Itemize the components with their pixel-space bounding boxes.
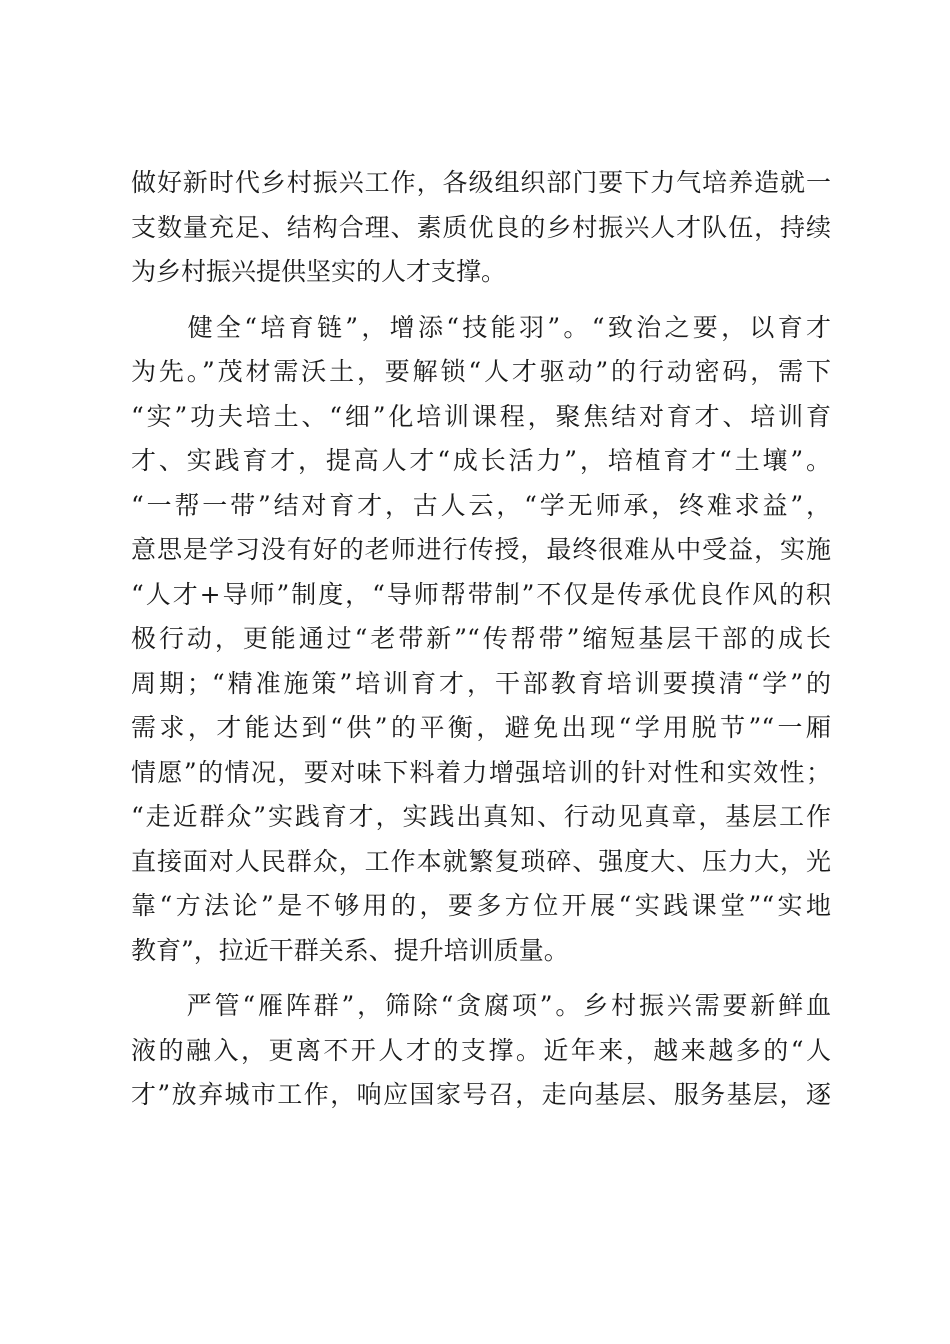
text-line: “人才+导师”制度，“导师帮带制”不仅是传承优良作风的积 <box>131 579 831 609</box>
text-line: 情愿”的情况，要对味下料着力增强培训的针对性和实效性； <box>131 757 831 787</box>
text-line: “一帮一带”结对育才，古人云，“学无师承，终难求益”， <box>131 490 831 520</box>
text-line: 靠“方法论”是不够用的，要多方位开展“实践课堂”“实地 <box>131 891 831 920</box>
paragraph-spacer <box>131 973 831 984</box>
text-line: 做好新时代乡村振兴工作，各级组织部门要下力气培养造就一 <box>131 168 831 197</box>
paragraph-3 <box>131 984 831 1118</box>
paragraph-2 <box>131 306 831 974</box>
text-line: “走近群众”实践育才，实践出真知、行动见真章，基层工作 <box>131 802 831 831</box>
paragraph-spacer <box>131 295 831 306</box>
text-line: 支数量充足、结构合理、素质优良的乡村振兴人才队伍，持续 <box>131 212 831 242</box>
paragraph-1 <box>131 161 831 295</box>
text-line: 为先。”茂材需沃土，要解锁“人才驱动”的行动密码，需下 <box>131 357 831 386</box>
text-line: “实”功夫培土、“细”化培训课程，聚焦结对育才、培训育 <box>131 401 831 431</box>
text-line: 才、实践育才，提高人才“成长活力”，培植育才“土壤”。 <box>131 446 831 475</box>
text-line: 极行动，更能通过“老带新”“传帮带”缩短基层干部的成长 <box>131 624 831 653</box>
text-line: 为乡村振兴提供坚实的人才支撑。 <box>131 257 507 286</box>
text-line: 液的融入，更离不开人才的支撑。近年来，越来越多的“人 <box>131 1035 831 1065</box>
text-line: 严管“雁阵群”，筛除“贪腐项”。乡村振兴需要新鲜血 <box>131 991 831 1020</box>
text-line: 需求，才能达到“供”的平衡，避免出现“学用脱节”“一厢 <box>131 713 831 742</box>
text-line: 意思是学习没有好的老师进行传授，最终很难从中受益，实施 <box>131 535 831 564</box>
text-line: 周期；“精准施策”培训育才，干部教育培训要摸清“学”的 <box>131 668 831 698</box>
document-body <box>131 161 831 1118</box>
text-line: 才”放弃城市工作，响应国家号召，走向基层、服务基层，逐 <box>131 1080 831 1109</box>
text-line: 健全“培育链”，增添“技能羽”。“致治之要，以育才 <box>131 312 831 342</box>
text-line: 教育”，拉近干群关系、提升培训质量。 <box>131 935 569 965</box>
text-line: 直接面对人民群众，工作本就繁复琐碎、强度大、压力大，光 <box>131 846 831 876</box>
